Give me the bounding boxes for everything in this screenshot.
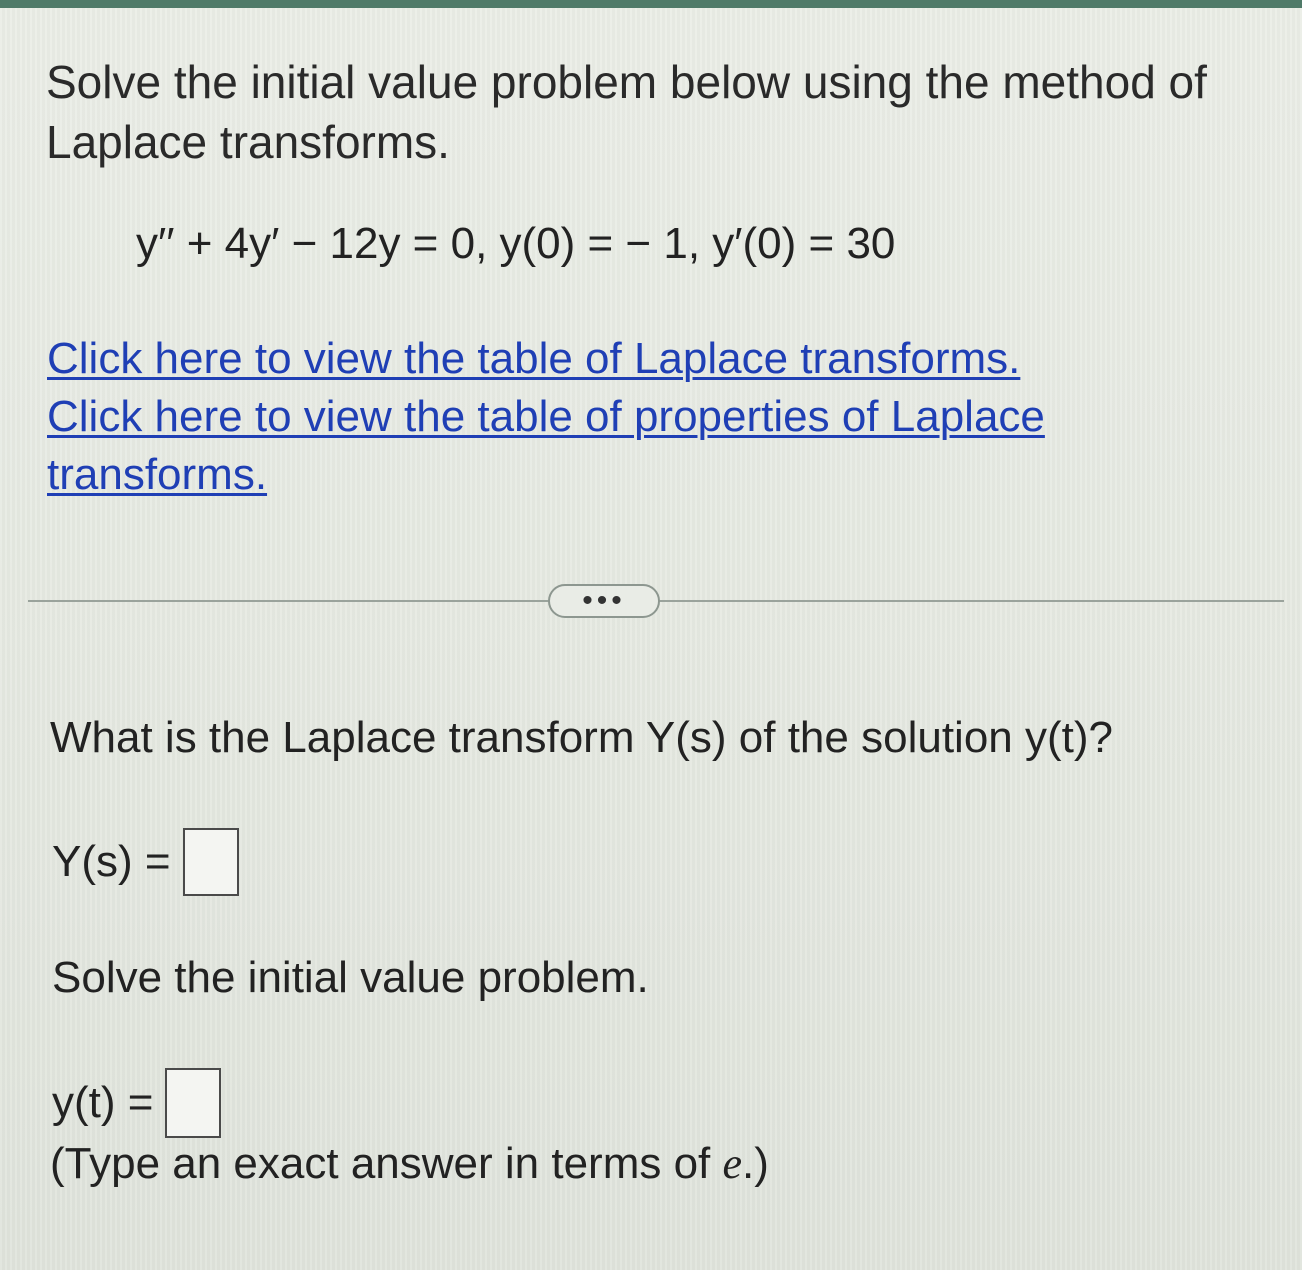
instruction-text: (Type an exact answer in terms of [50,1139,723,1188]
window-top-bar [0,0,1302,8]
yt-answer-input[interactable] [165,1068,221,1138]
instruction-variable: e [722,1139,743,1188]
answer-instruction [50,1134,769,1194]
more-options-button[interactable]: ••• [548,584,660,618]
solve-prompt: Solve the initial value problem. [52,953,649,1002]
laplace-table-link[interactable]: Click here to view the table of Laplace transforms. [47,334,1021,383]
instruction-end: .) [742,1139,769,1188]
ys-label: Y(s) = [52,837,171,886]
yt-answer-row [52,1068,221,1138]
laplace-question: What is the Laplace transform Y(s) of the solution y(t)? [50,713,1113,762]
question-panel [0,8,1302,1270]
help-links [47,330,1167,504]
ys-answer-row [52,828,239,896]
yt-label: y(t) = [52,1078,154,1127]
problem-statement: Solve the initial value problem below using the method of Laplace transforms. [46,56,1207,168]
ys-answer-input[interactable] [183,828,239,896]
laplace-properties-link[interactable]: Click here to view the table of properties of Laplace transforms. [47,392,1045,499]
differential-equation: y′′ + 4y′ − 12y = 0, y(0) = − 1, y′(0) = 30 [136,219,896,268]
